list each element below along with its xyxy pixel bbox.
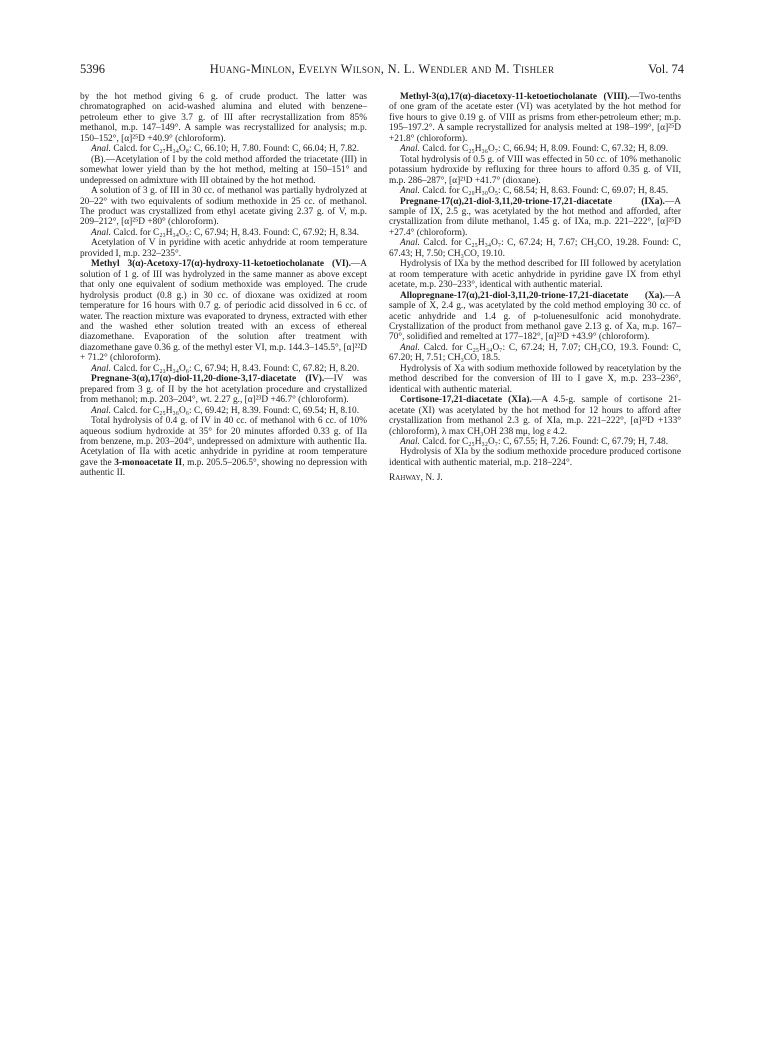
anal-text: Calcd. for C₂₃H₃₄O₆: C, 67.94; H, 8.43. Found: C, 67.82; H, 8.20. [110, 363, 360, 374]
compound-title: Methyl 3(α)-Acetoxy-17(α)-hydroxy-11-ketoetiocholanate (VI). [91, 259, 351, 270]
anal-label: Anal. [91, 405, 111, 416]
compound-title: Cortisone-17,21-diacetate (XIa). [400, 395, 532, 406]
compound-text: —Two-tenths of one gram of the acetate ester (VI) was acetylated by the hot method for five hours to give 0.19 g. of VIII as prisms from ether-petroleum ether; m.p. 195–197.2°. A sample recrystallized for analysis melted at 198–199°, [α]²⁵D +21.8° (chloroform). [389, 92, 681, 144]
analysis-paragraph [389, 437, 681, 447]
compound-text: —A 4.5-g. sample of cortisone 21-acetate (XI) was acetylated by the hot method for 12 hours to afford after crystallization from methanol 2.3 g. of XIa, m.p. 221–222°, [α]²³D +133° (chloroform), λ max CH₃OH 238 mμ, log ε 4.2. [389, 395, 681, 437]
anal-text: Calcd. for C₂₇H₃₄O₈: C, 66.10; H, 7.80. Found: C, 66.04; H, 7.82. [110, 144, 360, 155]
paragraph: Hydrolysis of Xa with sodium methoxide followed by reacetylation by the method described for the conversion of III to I gave X, m.p. 233–236°, identical with authentic material. [389, 363, 681, 395]
compound-paragraph [389, 92, 681, 144]
compound-title: Methyl-3(α),17(α)-diacetoxy-11-ketoetiocholanate (VIII). [400, 92, 630, 102]
paragraph: Total hydrolysis of 0.5 g. of VIII was effected in 50 cc. of 10% methanolic potassium hydroxide by refluxing for three hours to afford 0.35 g. of VII, m.p. 286–287°, [α]²¹D +41.7° (dioxane). [389, 154, 681, 186]
anal-label: Anal. [400, 144, 420, 155]
compound-paragraph [389, 395, 681, 437]
left-column [80, 92, 367, 479]
compound-paragraph [80, 374, 367, 405]
place-line: Rahway, N. J. [389, 473, 443, 484]
anal-text: Calcd. for C₂₃H₃₄O₅: C, 67.94; H, 8.43. Found: C, 67.92; H, 8.34. [110, 227, 360, 238]
anal-label: Anal. [400, 436, 420, 447]
anal-text: Calcd. for C₂₅H₃₄O₇: C, 67.24; H, 7.07; CH₃CO, 19.3. Found: C, 67.20; H, 7.51; CH₃CO, 18.5. [389, 342, 681, 364]
anal-label: Anal. [400, 342, 420, 353]
anal-label: Anal. [91, 363, 111, 374]
analysis-paragraph [80, 406, 367, 416]
compound-text: —A sample of IX, 2.5 g., was acetylated by the hot method and afforded, after crystallization from dilute methanol, 1.45 g. of IXa, m.p. 221–222°, [α]²⁵D +27.4° (chloroform). [389, 196, 681, 238]
bold-run: 3-monoacetate II [114, 457, 183, 468]
anal-label: Anal. [91, 144, 111, 155]
compound-title: Pregnane-17(α),21-diol-3,11,20-trione-17,21-diacetate (IXa). [400, 196, 665, 207]
paragraph: (B).—Acetylation of I by the cold method afforded the triacetate (III) in somewhat lower yield than by the hot method, melting at 150–151° and undepressed on admixture with III obtained by the hot method. [80, 154, 367, 186]
anal-text: Calcd. for C₂₅H₃₆O₇: C, 66.94; H, 8.09. Found: C, 67.32; H, 8.09. [419, 144, 669, 155]
analysis-paragraph [389, 238, 681, 259]
anal-label: Anal. [91, 227, 111, 238]
page-number: 5396 [80, 62, 105, 76]
compound-title: Allopregnane-17(α),21-diol-3,11,20-trione-17,21-diacetate (Xa). [400, 290, 665, 301]
paragraph: Acetylation of V in pyridine with acetic anhydride at room temperature provided I, m.p. 232–235°. [80, 238, 367, 259]
analysis-paragraph [80, 364, 367, 374]
analysis-paragraph [389, 144, 681, 154]
right-column [389, 92, 681, 484]
paragraph: Hydrolysis of IXa by the method described for III followed by acetylation at room temperature with acetic anhydride in pyridine gave IX from ethyl acetate, m.p. 230–233°, identical with authentic material. [389, 259, 681, 291]
analysis-paragraph [80, 228, 367, 238]
page-header [80, 62, 684, 78]
compound-text: —A solution of 1 g. of III was hydrolyzed in the same manner as above except that only one equivalent of sodium methoxide was employed. The crude hydrolysis product (0.8 g.) in 30 cc. of dioxane was oxidized at room temperature for 16 hours with 0.7 g. of periodic acid dissolved in 6 cc. of water. The reaction mixture was evaporated to dryness, extracted with ether and the washed ether solution treated with an excess of ethereal diazomethane. Evaporation of the solution after treatment with diazomethane gave 0.36 g. of the methyl ester VI, m.p. 144.3–145.5°, [α]²²D + 71.2° (chloroform). [80, 259, 367, 364]
anal-text: Calcd. for C₂₅H₃₄O₇: C, 67.24; H, 7.67; CH₃CO, 19.28. Found: C, 67.43; H, 7.50; CH₃CO, 19.10. [389, 238, 681, 259]
text-run: , m.p. 205.5–206.5°, showing no depression with authentic II. [80, 457, 367, 479]
anal-text: Calcd. for C₂₀H₃₀O₅: C, 68.54; H, 8.63. Found: C, 69.07; H, 8.45. [419, 186, 669, 197]
compound-paragraph [389, 291, 681, 343]
anal-text: Calcd. for C₂₅H₃₆O₆: C, 69.42; H, 8.39. Found: C, 69.54; H, 8.10. [110, 405, 360, 416]
compound-paragraph [389, 197, 681, 239]
analysis-paragraph [389, 186, 681, 196]
text-run: Total hydrolysis of 0.4 g. of IV in 40 cc. of methanol with 6 cc. of 10% aqueous sodium hydroxide at 35° for 20 minutes afforded 0.33 g. of IIa from benzene, m.p. 203–204°, undepressed on admixture with authentic IIa. Acetylation of IIa with acetic anhydride in pyridine at room temperature gave the [80, 416, 367, 468]
compound-title: Pregnane-3(α),17(α)-diol-11,20-dione-3,17-diacetate (IV). [91, 374, 325, 385]
paragraph: A solution of 3 g. of III in 30 cc. of methanol was partially hydrolyzed at 20–22° with two equivalents of sodium methoxide in 25 cc. of methanol. The product was crystallized from ethyl acetate giving 2.37 g. of V, m.p. 209–212°, [α]²⁵D +80° (chloroform). [80, 186, 367, 228]
compound-text: —A sample of X, 2.4 g., was acetylated by the cold method employing 30 cc. of acetic anhydride and 1.4 g. of p-toluenesulfonic acid monohydrate. Crystallization of the product from methanol gave 2.13 g. of Xa, m.p. 167–70°, solidified and remelted at 177–182°, [α]²³D +43.9° (chloroform). [389, 290, 681, 343]
anal-text: Calcd. for C₂₅H₃₂O₇: C, 67.55; H, 7.26. Found: C, 67.79; H, 7.48. [419, 436, 669, 447]
analysis-paragraph [80, 144, 367, 154]
paragraph: Hydrolysis of XIa by the sodium methoxide procedure produced cortisone identical with authentic material, m.p. 218–224°. [389, 447, 681, 468]
compound-text: —IV was prepared from 3 g. of II by the hot acetylation procedure and crystallized from methanol; m.p. 203–204°, wt. 2.27 g., [α]²³D +46.7° (chloroform). [80, 374, 368, 406]
running-title: Huang-Minlon, Evelyn Wilson, N. L. Wendler and M. Tishler [209, 62, 555, 76]
paragraph [80, 416, 367, 479]
compound-paragraph [80, 259, 367, 364]
anal-label: Anal. [400, 186, 420, 197]
analysis-paragraph [389, 343, 681, 364]
volume-label: Vol. 74 [648, 62, 684, 76]
anal-label: Anal. [400, 238, 420, 249]
paragraph: by the hot method giving 6 g. of crude product. The latter was chromatographed on acid-washed alumina and eluted with benzene–petroleum ether to give 3.7 g. of III after recrystallization from 85% methanol, m.p. 147–149°. A sample was recrystallized for analysis; m.p. 150–152°, [α]²⁵D +40.9° (chloroform). [80, 92, 367, 144]
